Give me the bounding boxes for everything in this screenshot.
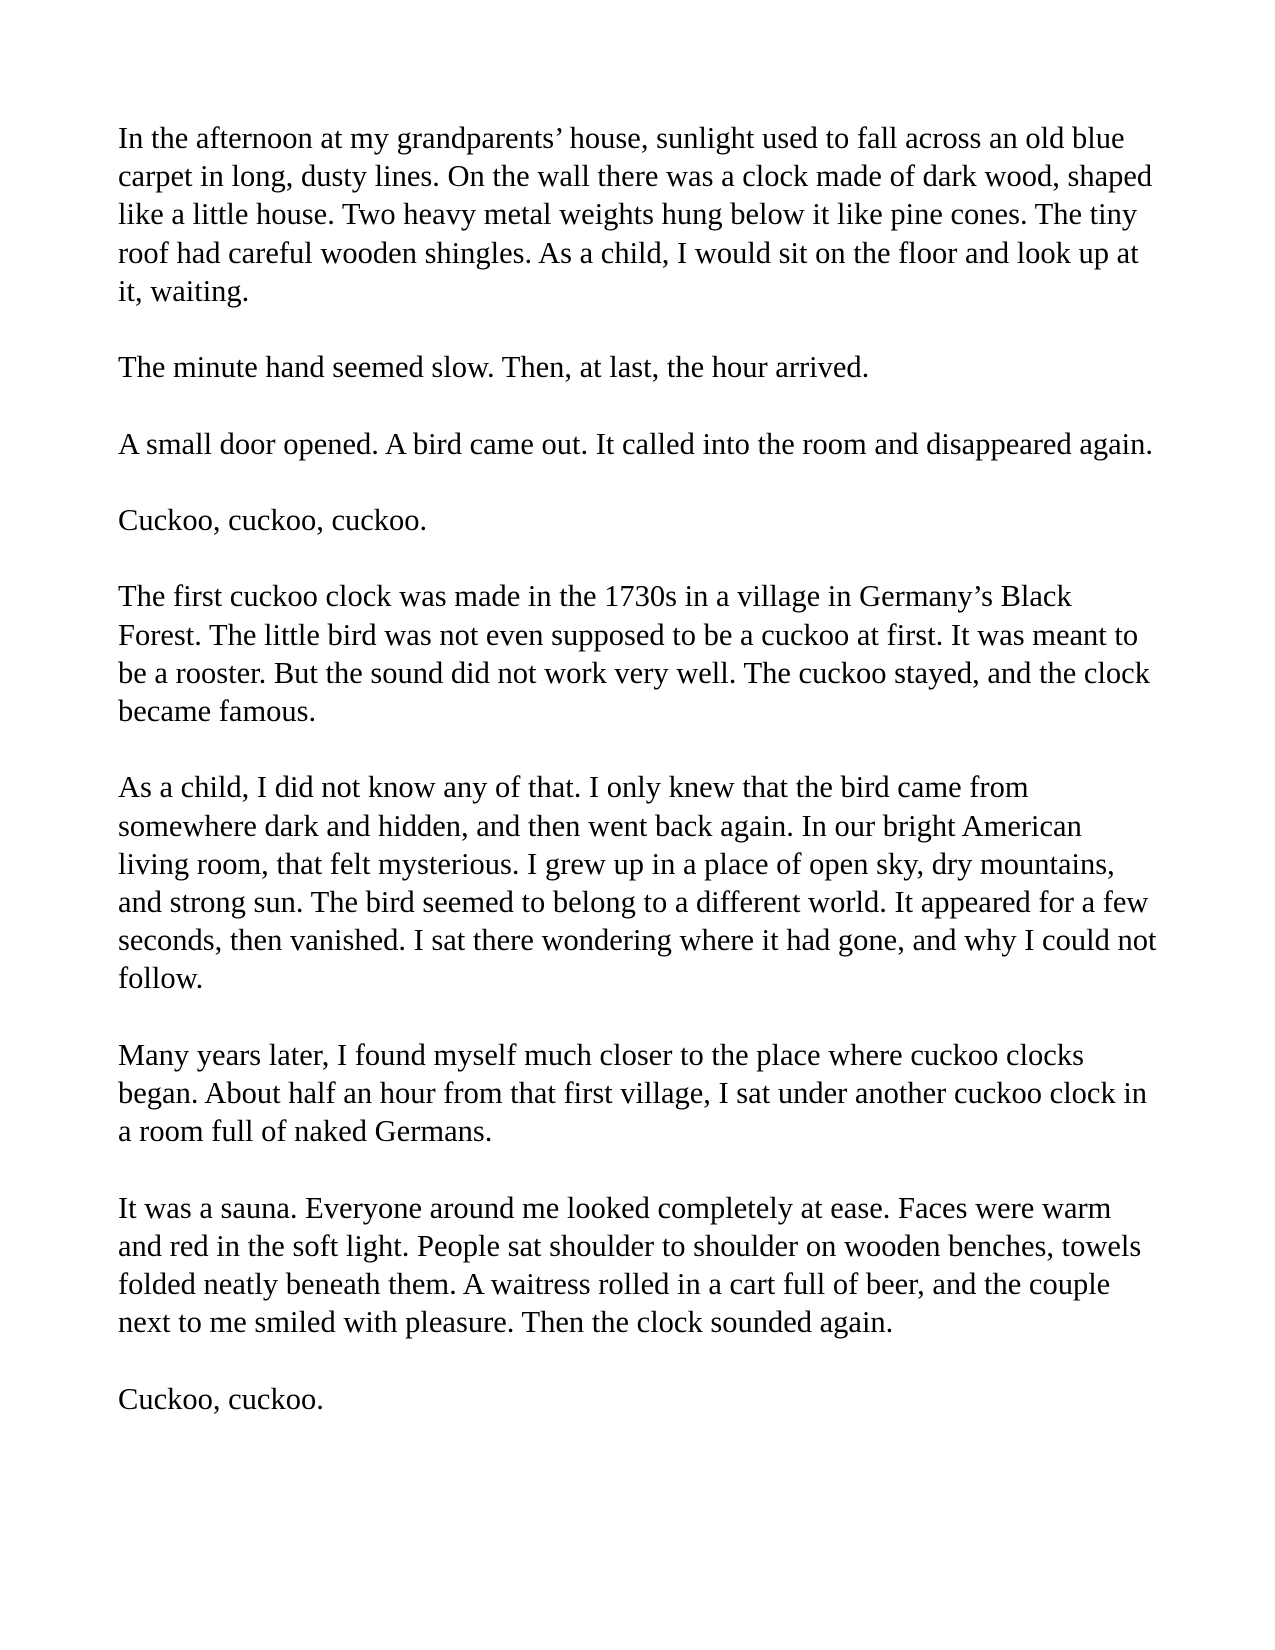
body-text (118, 119, 1158, 1418)
paragraph-2: The minute hand seemed slow. Then, at last, the hour arrived. (118, 350, 870, 385)
paragraph-9: Cuckoo, cuckoo. (118, 1381, 324, 1416)
paragraph-1: In the afternoon at my grandparents’ house, sunlight used to fall across an old blue carpet in long, dusty lines. On the wall there was a clock made of dark wood, shaped like a little house. Two heavy metal weights hung below it like pine cones. The tiny roof had careful wooden shingles. As a child, I would sit on the floor and look up at it, waiting. (118, 121, 1153, 308)
paragraph-7: Many years later, I found myself much closer to the place where cuckoo clocks began. About half an hour from that first village, I sat under another cuckoo clock in a room full of naked Germans. (118, 1037, 1148, 1149)
paragraph-8: It was a sauna. Everyone around me looked completely at ease. Faces were warm and red in the soft light. People sat shoulder to shoulder on wooden benches, towels folded neatly beneath them. A waitress rolled in a cart full of beer, and the couple next to me smiled with pleasure. Then the clock sounded again. (118, 1190, 1142, 1340)
paragraph-6: As a child, I did not know any of that. I only knew that the bird came from somewhere dark and hidden, and then went back again. In our bright American living room, that felt mysterious. I grew up in a place of open sky, dry mountains, and strong sun. The bird seemed to belong to a different world. It appeared for a few seconds, then vanished. I sat there wondering where it had gone, and why I could not follow. (118, 770, 1157, 996)
paragraph-3: A small door opened. A bird came out. It called into the room and disappeared again. (118, 426, 1154, 461)
paragraph-5: The first cuckoo clock was made in the 1730s in a village in Germany’s Black Forest. The little bird was not even supposed to be a cuckoo at first. It was meant to be a rooster. But the sound did not work very well. The cuckoo stayed, and the clock became famous. (118, 579, 1150, 728)
paragraph-4: Cuckoo, cuckoo, cuckoo. (118, 502, 428, 537)
